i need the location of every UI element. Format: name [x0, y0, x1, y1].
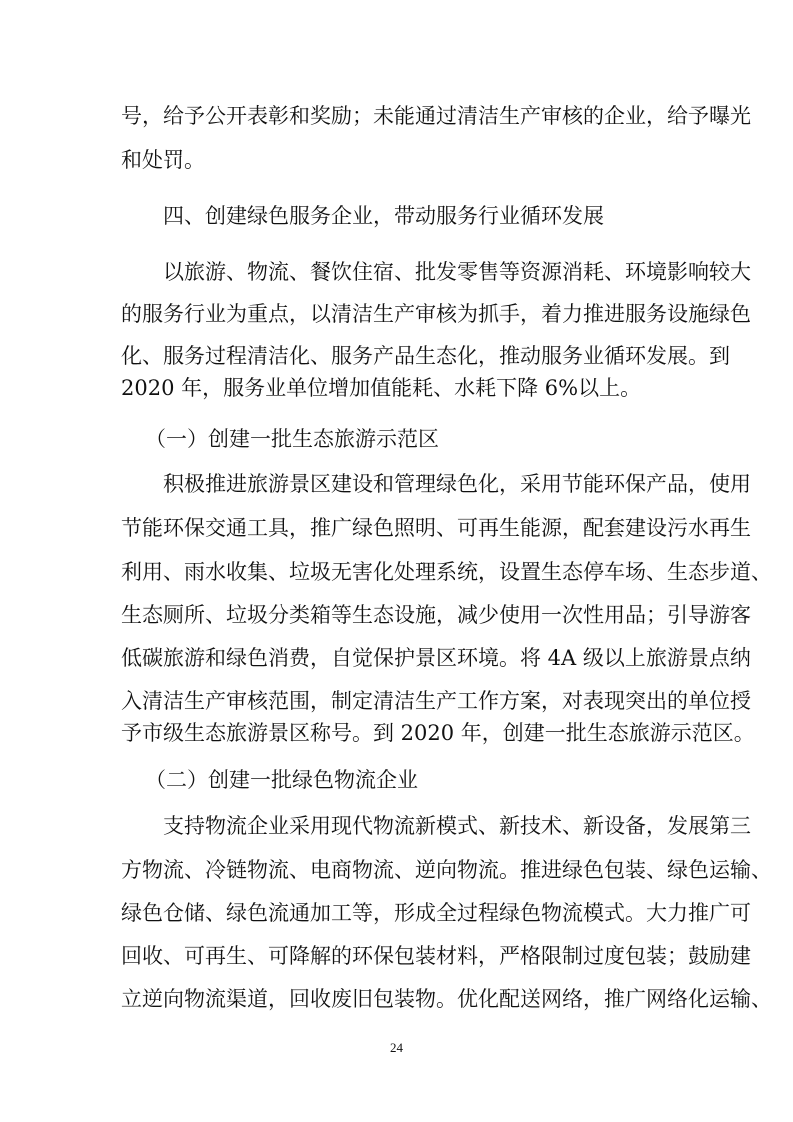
body-line: 2020 年，服务业单位增加值能耗、水耗下降 6%以上。 [121, 376, 642, 400]
body-line: 立逆向物流渠道，回收废旧包装物。优化配送网络，推广网络化运输、 [121, 987, 772, 1011]
body-line: 和处罚。 [121, 148, 205, 172]
body-line: 利用、雨水收集、垃圾无害化处理系统，设置生态停车场、生态步道、 [121, 560, 772, 584]
body-line: 方物流、冷链物流、电商物流、逆向物流。推进绿色包装、绿色运输、 [121, 858, 772, 882]
body-line: 节能环保交通工具，推广绿色照明、可再生能源，配套建设污水再生 [121, 516, 751, 540]
subsection-heading: （二）创建一批绿色物流企业 [145, 768, 418, 792]
body-line: 以旅游、物流、餐饮住宿、批发零售等资源消耗、环境影响较大 [163, 260, 751, 284]
body-line: 回收、可再生、可降解的环保包装材料，严格限制过度包装；鼓励建 [121, 944, 751, 968]
body-line: 入清洁生产审核范围，制定清洁生产工作方案，对表现突出的单位授 [121, 689, 751, 713]
subsection-heading: （一）创建一批生态旅游示范区 [145, 427, 439, 451]
body-line: 支持物流企业采用现代物流新模式、新技术、新设备，发展第三 [163, 814, 751, 838]
page-number: 24 [390, 1040, 403, 1055]
body-line: 化、服务过程清洁化、服务产品生态化，推动服务业循环发展。到 [121, 344, 730, 368]
body-line: 生态厕所、垃圾分类箱等生态设施，减少使用一次性用品；引导游客 [121, 603, 751, 627]
body-line: 号，给予公开表彰和奖励；未能通过清洁生产审核的企业，给予曝光 [121, 104, 751, 128]
section-heading: 四、创建绿色服务企业，带动服务行业循环发展 [163, 204, 604, 228]
body-line: 积极推进旅游景区建设和管理绿色化，采用节能环保产品，使用 [163, 472, 751, 496]
body-line: 的服务行业为重点，以清洁生产审核为抓手，着力推进服务设施绿色 [121, 302, 751, 326]
body-line: 予市级生态旅游景区称号。到 2020 年，创建一批生态旅游示范区。 [121, 721, 755, 745]
body-line: 低碳旅游和绿色消费，自觉保护景区环境。将 4A 级以上旅游景点纳 [121, 646, 751, 670]
body-line: 绿色仓储、绿色流通加工等，形成全过程绿色物流模式。大力推广可 [121, 901, 751, 925]
